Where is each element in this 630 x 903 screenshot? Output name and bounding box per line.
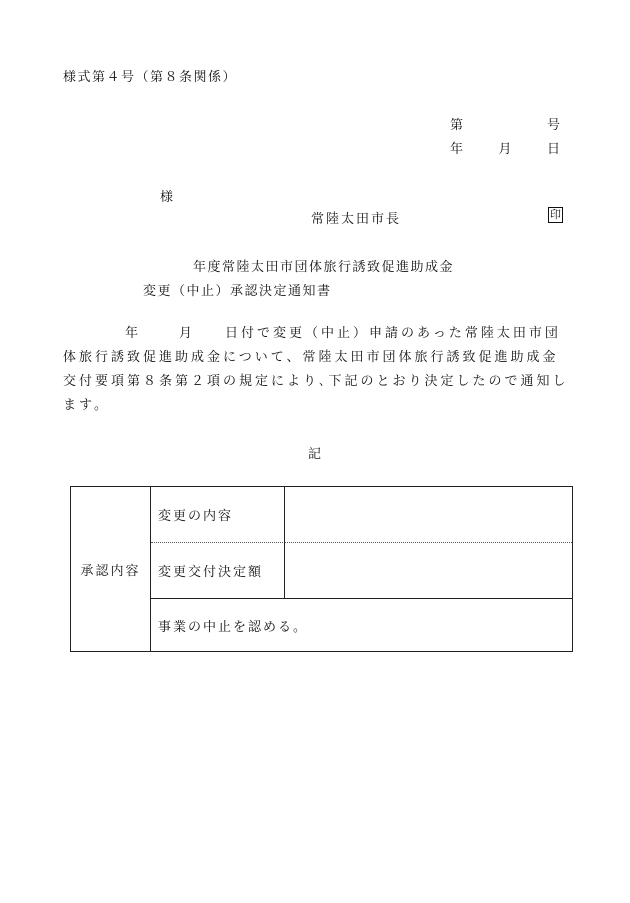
body-year: 年 xyxy=(125,326,142,341)
ki-label: 記 xyxy=(308,447,322,462)
body-month: 月 xyxy=(179,326,196,341)
document-number-row xyxy=(450,114,560,133)
addressee: 様 xyxy=(160,190,174,205)
body-line-3: 交付要項第８条第２項の規定により､下記のとおり決定したので通知し xyxy=(63,374,569,389)
seal-mark: 印 xyxy=(550,208,561,221)
changed-amount-value xyxy=(285,543,572,599)
title-line-2: 変更（中止）承認決定通知書 xyxy=(143,284,332,299)
approval-content-header: 承認内容 xyxy=(71,487,151,651)
doc-number-suffix: 号 xyxy=(546,118,560,133)
cancellation-approval-text: 事業の中止を認める。 xyxy=(158,619,309,635)
body-line-1 xyxy=(63,322,573,346)
body-line-1-rest: 日付で変更（中止）申請のあった常陸太田市団 xyxy=(225,326,561,341)
body-paragraph xyxy=(63,322,573,418)
doc-number-prefix: 第 xyxy=(450,118,464,133)
body-line-2: 体旅行誘致促進助成金について、常陸太田市団体旅行誘致促進助成金 xyxy=(63,350,559,365)
form-number: 様式第４号（第８条関係） xyxy=(63,70,238,85)
date-day: 日 xyxy=(546,142,560,157)
change-content-label: 変更の内容 xyxy=(151,487,285,543)
changed-amount-label: 変更交付決定額 xyxy=(151,543,285,599)
approval-table xyxy=(70,486,573,652)
title-line-1: 年度常陸太田市団体旅行誘致促進助成金 xyxy=(193,260,455,275)
date-row xyxy=(450,138,560,157)
issuer-name: 常陸太田市長 xyxy=(311,212,402,227)
date-year: 年 xyxy=(450,142,464,157)
date-month: 月 xyxy=(498,142,512,157)
change-content-value xyxy=(285,487,572,543)
body-line-4: ます。 xyxy=(63,398,110,413)
